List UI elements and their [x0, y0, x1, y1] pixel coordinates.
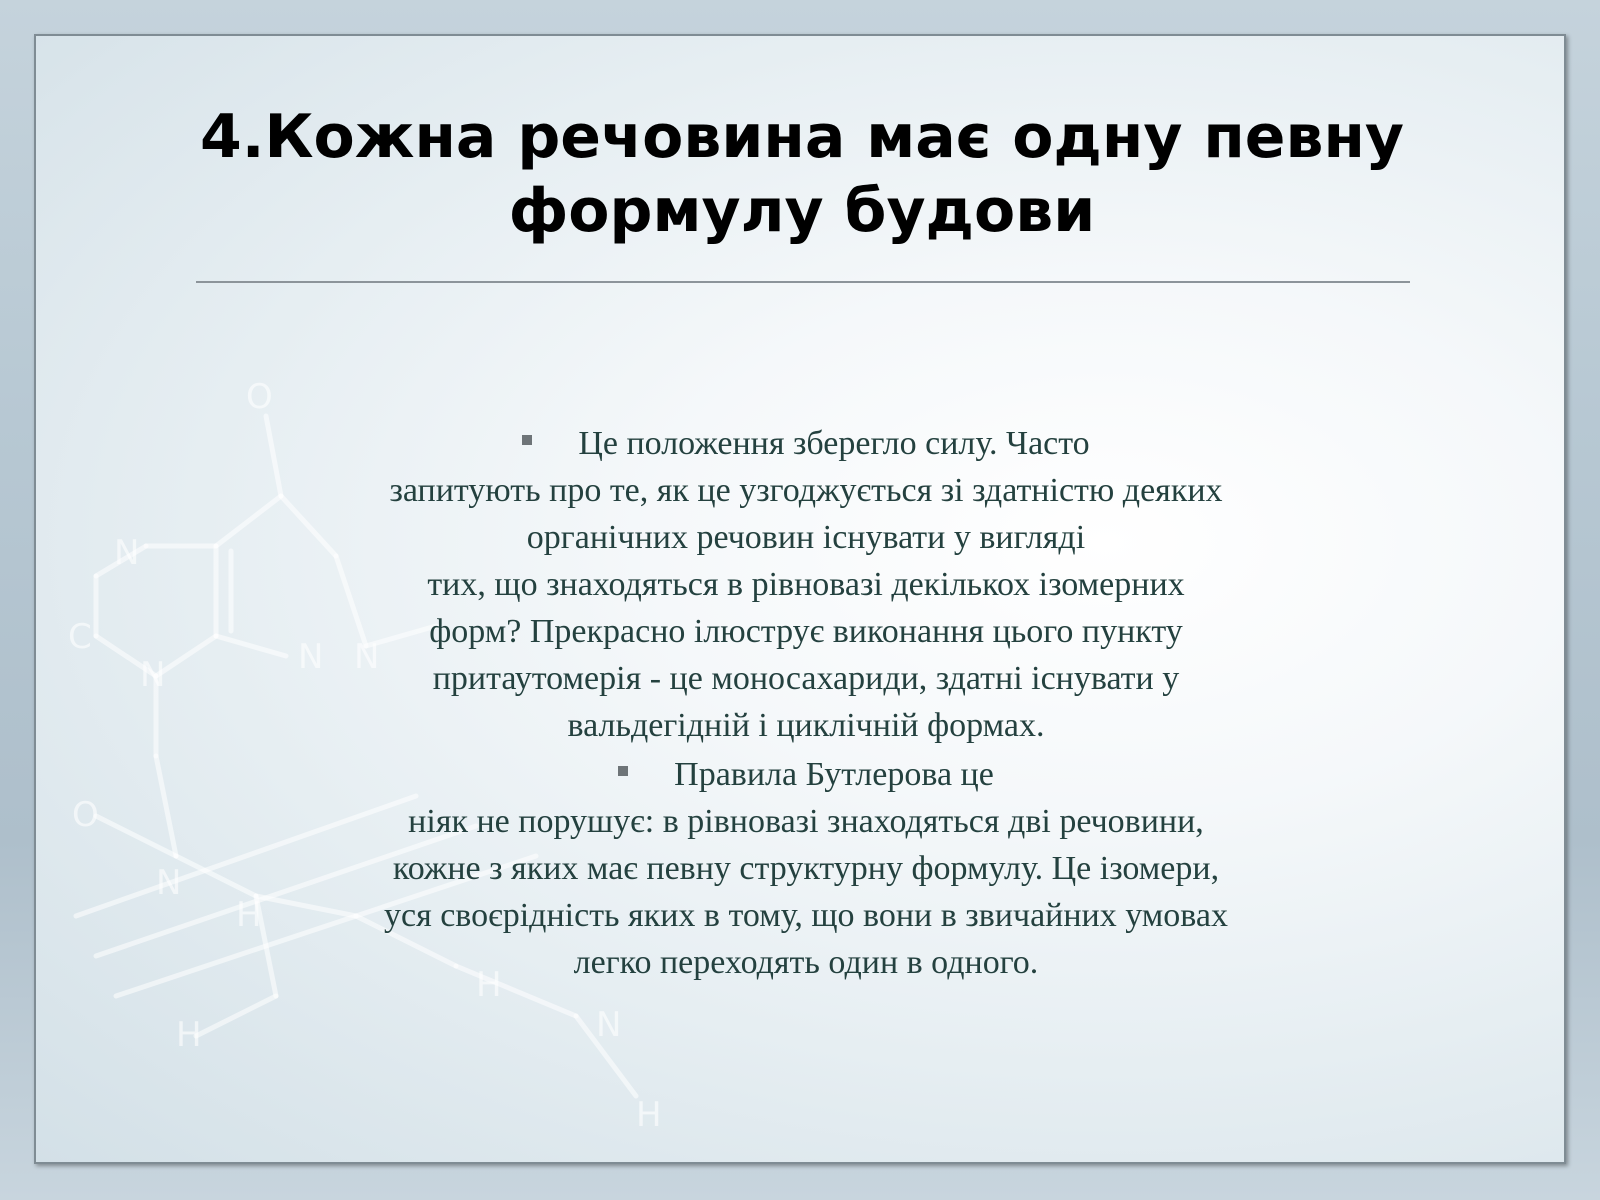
title-divider: [196, 281, 1410, 283]
slide-title-line-1: 4.Кожна речовина має одну певну: [199, 102, 1405, 172]
molecule-label-n6: N: [596, 1005, 622, 1045]
paragraph-line: форм? Прекрасно ілюструє виконання цього пункту: [429, 613, 1183, 650]
slide-title: [136, 100, 1468, 248]
paragraph-line: притаутомерія - це моносахариди, здатні існувати у: [432, 660, 1180, 697]
bullet-paragraph-1: [306, 420, 1306, 749]
paragraph-line: кожне з яких має певну структурну формулу. Це ізомери,: [392, 850, 1220, 887]
paragraph-line: легко переходять один в одного.: [573, 944, 1039, 981]
paragraph-line: уся своєрідність яких в тому, що вони в звичайних умовах: [383, 897, 1229, 934]
bullet-line: [306, 420, 1306, 467]
molecule-label-o1: O: [246, 377, 273, 417]
molecule-label-c1: C: [68, 617, 92, 657]
slide-title-line-2: формулу будови: [508, 176, 1096, 246]
square-bullet-icon: [522, 435, 532, 445]
molecule-label-n3: N: [298, 637, 324, 677]
slide: [34, 34, 1566, 1164]
molecule-label-h2: H: [176, 1015, 202, 1055]
molecule-label-n5: N: [156, 863, 182, 903]
molecule-label-n2: N: [140, 655, 166, 695]
molecule-label-n1: N: [114, 533, 140, 573]
molecule-label-h3: H: [476, 965, 502, 1005]
molecule-label-h4: H: [636, 1095, 662, 1135]
paragraph-line: запитують про те, як це узгоджується зі здатністю деяких: [389, 472, 1223, 509]
paragraph-line: Правила Бутлерова це: [674, 756, 994, 793]
bullet-paragraph-2: [306, 751, 1306, 986]
paragraph-line: вальдегідній і циклічній формах.: [567, 707, 1045, 744]
molecule-label-o2: O: [72, 795, 99, 835]
molecule-label-n4: N: [354, 637, 380, 677]
molecule-label-h1: H: [236, 895, 262, 935]
paragraph-line: тих, що знаходяться в рівновазі декількох ізомерних: [427, 566, 1185, 603]
bullet-line: [306, 751, 1306, 798]
slide-body: [306, 420, 1306, 988]
paragraph-line: органічних речовин існувати у вигляді: [526, 519, 1086, 556]
square-bullet-icon: [618, 766, 628, 776]
paragraph-line: Це положення зберегло силу. Часто: [578, 425, 1090, 462]
paragraph-line: ніяк не порушує: в рівновазі знаходяться дві речовини,: [408, 803, 1204, 840]
